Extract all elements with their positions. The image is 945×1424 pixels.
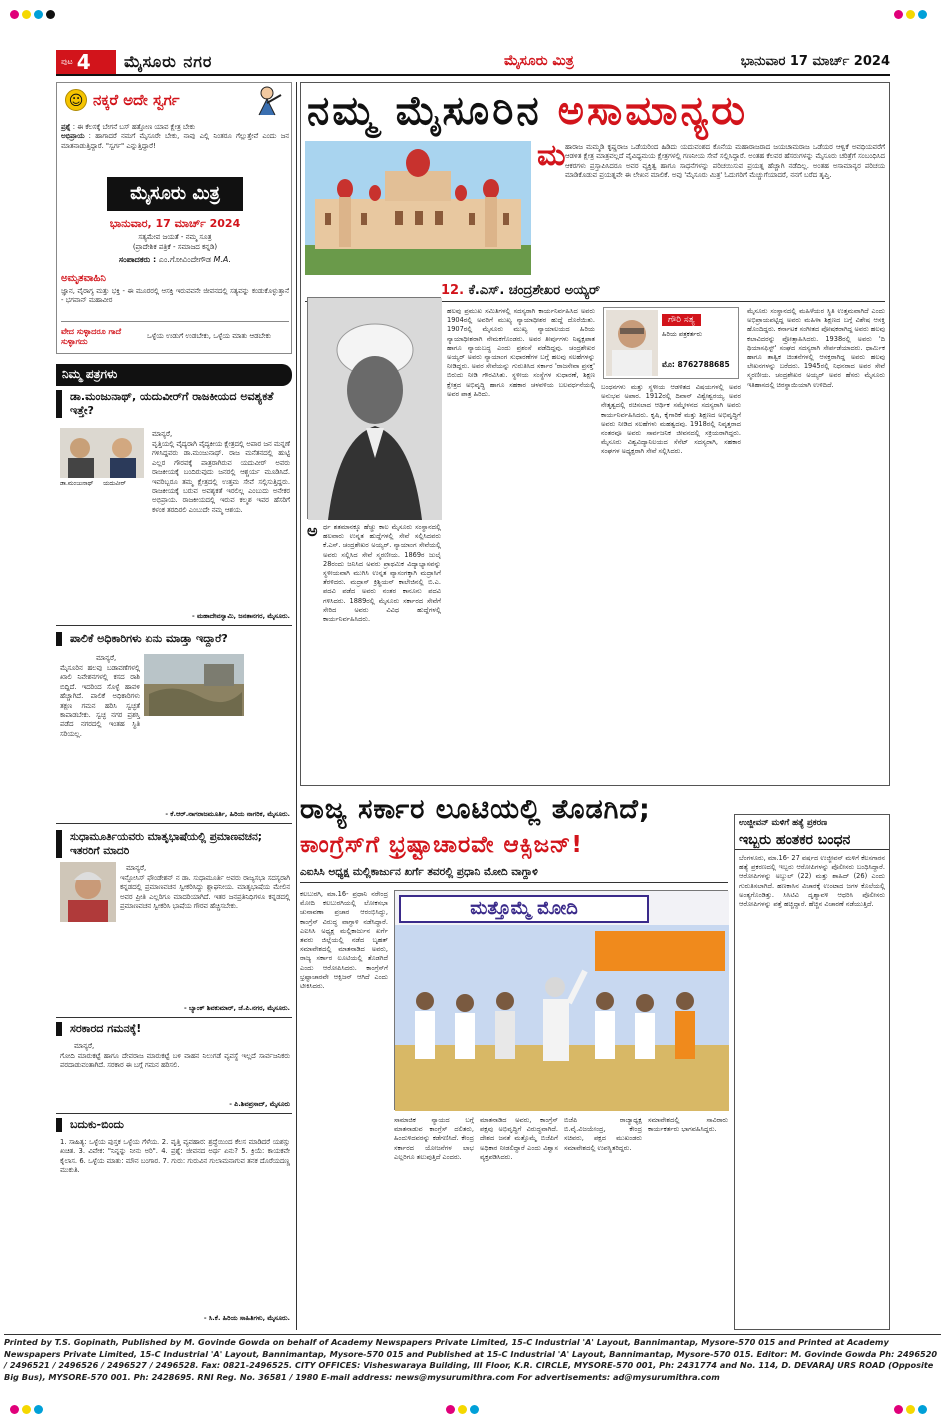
letter-photos — [60, 428, 144, 478]
editor-degree: M.A. — [213, 255, 232, 264]
editor-name: ಎಂ.ಗೋವಿಂದೇಗೌಡ — [158, 255, 211, 264]
letter-signature: - ಪಿ.ಶಿವಪ್ರಸಾದ್, ಮೈಸೂರು — [229, 1100, 290, 1108]
editor-label: ಸಂಪಾದಕರು : — [118, 255, 157, 264]
crime-headline: ಇಬ್ಬರು ಹಂತಕರ ಬಂಧನ — [735, 831, 889, 850]
letter-body-cont — [60, 722, 290, 806]
page-number: 4 — [76, 50, 91, 74]
politics-col-b2: ಮಾತನಾಡಿದ ಅವರು, ಕಾಂಗ್ರೆಸ್ ಪಕ್ಷವು ಅಭಿವೃದ್ಧಿಗೆ ವಿರುದ್ಧವಾಗಿದೆ. ದೇಶದ ಜನತೆ ಮತ್ತೊಮ್ಮೆ ಬಿಜೆಪಿಗೆ ಅಧಿಕಾರ ನೀಡಲಿದ್ದಾರೆ ಎಂದು ವಿಶ್ವಾಸ ವ್ಯಕ್ತಪಡಿಸಿದರು. — [480, 1116, 558, 1161]
author-photo — [606, 310, 658, 376]
letter-salutation: ಮಾನ್ಯರೆ, — [126, 864, 147, 872]
politics-headline-2: ಕಾಂಗ್ರೆಸ್‌ಗೆ ಭ್ರಷ್ಟಾಚಾರವೇ ಆಕ್ಸಿಜನ್! — [300, 832, 583, 858]
registration-mark-cyan — [470, 1405, 479, 1414]
letter-body: 1. ಸಾಹಿತ್ಯ: ಒಳ್ಳೆಯ ಪುಸ್ತಕ ಒಳ್ಳೆಯ ಗೆಳೆಯ. 2. ವೃತ್ತಿ ವ್ಯವಹಾರ: ಶ್ರದ್ಧೆಯಿಂದ ಕೆಲಸ ಮಾಡಿದರೆ ಯಶಸ್ಸು ಖಚಿತ. 3. ವಿವೇಕ: "ನಿನ್ನನ್ನು ನೀನು ಅರಿ". 4. ಪ್ರಶ್ನೆ: ಜೀವನದ ಅರ್ಥ ಏನು? 5. ಕ್ರಿಯೆ: ಕಾಯಕವೇ ಕೈಲಾಸ. 6. ಒಳ್ಳೆಯ ಮಾತು: ಮೌನ ಬಂಗಾರ. 7. ಗುರು: ಗುರುವಿನ ಗುಲಾಮನಾಗುವ ತನಕ ದೊರೆಯದಣ್ಣ ಮುಕುತಿ. — [60, 1138, 290, 1175]
politics-col-left: ಕಲಬುರಗಿ, ಮಾ.16- ಪ್ರಧಾನಿ ನರೇಂದ್ರ ಮೋದಿ ಕಲಬುರಗಿಯಲ್ಲಿ ಲೋಕಸಭಾ ಚುನಾವಣಾ ಪ್ರಚಾರ ಆರಂಭಿಸಿದ್ದು, ಕಾಂಗ್ರೆಸ್ ವಿರುದ್ಧ ವಾಗ್ದಾಳಿ ನಡೆಸಿದ್ದಾರೆ. ಎಐಸಿಸಿ ಅಧ್ಯಕ್ಷ ಮಲ್ಲಿಕಾರ್ಜುನ ಖರ್ಗೆ ತವರು ಜಿಲ್ಲೆಯಲ್ಲಿ ನಡೆದ ಬೃಹತ್ ಸಮಾವೇಶದಲ್ಲಿ ಮಾತನಾಡಿದ ಅವರು, ರಾಜ್ಯ ಸರ್ಕಾರ ಲೂಟಿಯಲ್ಲಿ ತೊಡಗಿದೆ ಎಂದು ಆರೋಪಿಸಿದರು. ಕಾಂಗ್ರೆಸ್‌ಗೆ ಭ್ರಷ್ಟಾಚಾರವೇ ಆಕ್ಸಿಜನ್ ಆಗಿದೆ ಎಂದು ಟೀಕಿಸಿದರು. — [300, 890, 388, 991]
letter-signature: - ಬ್ಯಾಂಕ್ ಶಿವಕುಮಾರ್, ಜೆ.ಪಿ.ನಗರ, ಮೈಸೂರು. — [184, 1004, 290, 1012]
letter-title: ಡಾ.ಮಂಜುನಾಥ್, ಯದುವೀರ್‌ಗೆ ರಾಜಕೀಯದ ಅವಶ್ಯಕತೆ ಇತ್ತೇ? — [56, 390, 292, 418]
letter-5 — [56, 1118, 292, 1330]
letter-title: ಸರಕಾರದ ಗಮನಕ್ಕೆ! — [56, 1022, 292, 1036]
registration-mark-magenta — [894, 10, 903, 19]
letter-4 — [56, 1022, 292, 1114]
humor-answer: ಹಾಗಾದರೆ ನಮಗೆ ಮೈಸೂರೇ ಬೇಕು, ನಾವು ಎಲ್ಲಿ ನಿಂತರೂ ಗೆಲ್ಲುತ್ತೇವೆ ಎಂದು ಜನ ಮಾತನಾಡುತ್ತಿದ್ದಾರೆ. "ಸ್ವರ್ಗ" ಎನ್ನುತ್ತಿದ್ದಾರೆ! — [61, 132, 289, 150]
column-divider — [296, 82, 297, 1330]
laughing-emoji-icon: ☺ — [65, 89, 87, 111]
page-label: ಪುಟ — [61, 57, 73, 66]
cartoon-figure-icon — [251, 85, 285, 117]
registration-mark-magenta — [894, 1405, 903, 1414]
edition-line-2: (ಪ್ರಾದೇಶಿಕ ಪತ್ರಿಕೆ - ಸಮಾಜದ ಕನ್ನಡಿ) — [132, 243, 218, 251]
letter-body: ಗೋದಿ ಮಾರುಕಟ್ಟೆ ಹಾಗೂ ದೇವರಾಜ ಮಾರುಕಟ್ಟೆ ಬಳಿ ವಾಹನ ನಿಲುಗಡೆ ವ್ಯವಸ್ಥೆ ಇಲ್ಲದೆ ಸಾರ್ವಜನಿಕರು ಪರದಾಡುವಂತಾಗಿದೆ. ಸರಕಾರ ಈ ಬಗ್ಗೆ ಗಮನ ಹರಿಸಲಿ. — [60, 1052, 290, 1070]
humor-question: ಈ ಕೆಲಸಕ್ಕೆ ಬೇಗನೆ ಬಸ್ ಹತ್ತೋಣ ಯಾವ ಕ್ಷೇತ್ರ ಬೇಕು — [77, 123, 195, 131]
amruta-text: ಜ್ಞಾನ, ವೈರಾಗ್ಯ ಮತ್ತು ಭಕ್ತಿ - ಈ ಮೂರರಲ್ಲಿ ಆಸಕ್ತಿ ಇರುವವನೇ ಜೀವನದಲ್ಲಿ ಸತ್ಯವನ್ನು ಕಂಡುಕೊಳ್ಳುತ್ತಾನೆ - ಭಗವಾನ್ ಮಹಾವೀರ — [61, 287, 289, 305]
feature-title-red: ಅಸಾಮಾನ್ಯರು — [557, 88, 749, 134]
humor-qa: ಪ್ರಶ್ನೆ : ಈ ಕೆಲಸಕ್ಕೆ ಬೇಗನೆ ಬಸ್ ಹತ್ತೋಣ ಯಾವ ಕ್ಷೇತ್ರ ಬೇಕು ಅಭಿಪ್ರಾಯ : ಹಾಗಾದರೆ ನಮಗೆ ಮೈಸೂರೇ ಬೇಕು, ನಾವು ಎಲ್ಲಿ ನಿಂತರೂ ಗೆಲ್ಲುತ್ತೇವೆ ಎಂದು ಜನ ಮಾತನಾಡುತ್ತಿದ್ದಾರೆ. "ಸ್ವರ್ಗ" ಎನ್ನುತ್ತಿದ್ದಾರೆ! — [61, 123, 289, 150]
letter-1 — [56, 390, 292, 626]
letter-body: ಮೈಸೂರಿನ ಹಲವು ಬಡಾವಣೆಗಳಲ್ಲಿ ಖಾಲಿ ನಿವೇಶನಗಳಲ್ಲಿ ಕಸದ ರಾಶಿ ಬಿದ್ದಿದೆ. ಇದರಿಂದ ಸೊಳ್ಳೆ ಹಾವಳಿ ಹೆಚ್ಚಾಗಿದೆ. ಪಾಲಿಕೆ ಅಧಿಕಾರಿಗಳು ತಕ್ಷಣ ಗಮನ ಹರಿಸಿ ಸ್ವಚ್ಛತೆ ಕಾಪಾಡಬೇಕು. ಸ್ವಚ್ಛ ನಗರ ಪ್ರಶಸ್ತಿ ಪಡೆದ ನಗರದಲ್ಲಿ ಇಂತಹ ಸ್ಥಿತಿ ಸರಿಯಲ್ಲ. — [60, 664, 140, 738]
letter-title: ಪಾಲಿಕೆ ಅಧಿಕಾರಿಗಳು ಏನು ಮಾಡ್ತಾ ಇದ್ದಾರೆ? — [56, 632, 292, 646]
imprint-text: Printed by T.S. Gopinath, Published by M. Govinde Gowda on behalf of Academy Newspapers Private Limited, 15-C Industrial 'A' Layout, Bannimantap, Mysore-570 015 and Printed at Academy Newspapers Private Limited, 15-C Industrial 'A' Layout, Bannimantap, Mysore-570 015 and Published at 15-C Industrial 'A' Layout, Bannimantap, Mysore-570 015. Editor: M. Govinde Gowda Ph: 2496520 / 2496521 / 2496526 / 2496527 / 2496528. Fax: 0821-2496525. CITY OFFICES: Visheswaraya Building, III Floor, K.R. CIRCLE, MYSORE-570 001, Ph: 2431774 and No. 114, D. DEVARAJ URS ROAD (Opposite Big Bus), MYSORE-570 001. Ph: 2428695. RNI Reg. No. 36581 / 1980 E-mail address: news@mysurumithra.com For advertisements: ad@mysurumithra.com — [4, 1337, 938, 1382]
letter-signature: - ಕೆ.ಆರ್.ನಾಗರಾಜಮೂರ್ತಿ, ಹಿರಿಯ ನಾಗರಿಕ, ಮೈಸೂರು. — [165, 810, 290, 818]
modi-banner-text: ಮತ್ತೊಮ್ಮೆ ಮೋದಿ — [470, 898, 578, 919]
section-name: ಮೈಸೂರು ನಗರ — [124, 52, 213, 71]
registration-mark-cyan — [34, 1405, 43, 1414]
registration-mark-yellow — [22, 1405, 31, 1414]
politics-col-b1: ಸಾಮಾಜಿಕ ನ್ಯಾಯದ ಬಗ್ಗೆ ಮಾತನಾಡುವ ಕಾಂಗ್ರೆಸ್ ದಲಿತರು, ಹಿಂದುಳಿದವರನ್ನು ಕಡೆಗಣಿಸಿದೆ. ಕೇಂದ್ರ ಸರ್ಕಾರದ ಯೋಜನೆಗಳ ಲಾಭ ಎಲ್ಲರಿಗೂ ತಲುಪುತ್ತಿದೆ ಎಂದರು. — [394, 1116, 474, 1161]
feature-col-2: ಹಲವು ಪ್ರಮುಖ ಸಮಿತಿಗಳಲ್ಲಿ ಸದಸ್ಯರಾಗಿ ಕಾರ್ಯನಿರ್ವಹಿಸಿದ ಅವರು 1904ರಲ್ಲಿ ಅವರಿಗೆ ಮುಖ್ಯ ನ್ಯಾಯಾಧೀಶರ ಹುದ್ದೆ ದೊರೆಯಿತು. 1907ರಲ್ಲಿ ಮೈಸೂರು ಮುಖ್ಯ ನ್ಯಾಯಾಲಯದ ಹಿರಿಯ ನ್ಯಾಯಾಧೀಶರಾಗಿ ನೇಮಕಗೊಂಡರು. ಅವರ ತೀರ್ಪುಗಳು ನಿಷ್ಪಕ್ಷಪಾತ ಹಾಗೂ ನ್ಯಾಯಬದ್ಧ ಎಂದು ಪ್ರಶಂಸೆ ಪಡೆದಿದ್ದವು. ಚಂದ್ರಶೇಖರ ಅಯ್ಯರ್ ಅವರು ನ್ಯಾಯಾಂಗ ಸುಧಾರಣೆಗಳ ಬಗ್ಗೆ ಹಲವು ಸಲಹೆಗಳನ್ನು ನೀಡಿದ್ದರು. ಅವರ ಸೇವೆಯನ್ನು ಗುರುತಿಸಿದ ಸರ್ಕಾರ 'ರಾಜಸೇವಾ ಪ್ರಸಕ್ತ' ಬಿರುದು ನೀಡಿ ಗೌರವಿಸಿತು. ಸ್ಥಳೀಯ ಸಂಸ್ಥೆಗಳ ಸುಧಾರಣೆ, ಶಿಕ್ಷಣ ಕ್ಷೇತ್ರದ ಅಭಿವೃದ್ಧಿ ಹಾಗೂ ಸಹಕಾರ ಚಳವಳಿಯ ಬಲವರ್ಧನೆಯಲ್ಲಿ ಅವರ ಪಾತ್ರ ಹಿರಿದು. — [447, 307, 595, 398]
feature-title — [307, 85, 887, 137]
issue-date: ಭಾನುವಾರ 17 ಮಾರ್ಚ್ 2024 — [740, 54, 890, 69]
editor-line — [57, 255, 293, 265]
veda-right: ಒಳ್ಳೆಯ ಉಡುಗೆ ಉಡಬೇಕು, ಒಳ್ಳೆಯ ಮಾತು ಆಡಬೇಕು — [147, 332, 272, 340]
author-role: ಹಿರಿಯ ಪತ್ರಕರ್ತರು — [662, 330, 703, 338]
politics-col-b3: ಬಿಜೆಪಿ ರಾಜ್ಯಾಧ್ಯಕ್ಷ ಬಿ.ವೈ.ವಿಜಯೇಂದ್ರ, ಕೇಂದ್ರ ಸಚಿವರು, ಪಕ್ಷದ ಮುಖಂಡರು ಸಮಾವೇಶದಲ್ಲಿ ಉಪಸ್ಥಿತರಿದ್ದರು. — [564, 1116, 642, 1152]
feature-col-1: ರ್ಧ ಶತಮಾನಕ್ಕೂ ಹೆಚ್ಚು ಕಾಲ ಮೈಸೂರು ಸಂಸ್ಥಾನದಲ್ಲಿ ಹಲವಾರು ಉನ್ನತ ಹುದ್ದೆಗಳಲ್ಲಿ ಸೇವೆ ಸಲ್ಲಿಸಿದವರು ಕೆ.ಎಸ್. ಚಂದ್ರಶೇಖರ ಅಯ್ಯರ್. ನ್ಯಾಯಾಂಗ ಸೇವೆಯಲ್ಲಿ ಅವರು ಸಲ್ಲಿಸಿದ ಸೇವೆ ಸ್ಮರಣೀಯ. 1869ರ ಜುಲೈ 28ರಂದು ಜನಿಸಿದ ಅವರು ಪ್ರಾಥಮಿಕ ವಿದ್ಯಾಭ್ಯಾಸವನ್ನು ಸ್ಥಳೀಯವಾಗಿ ಮುಗಿಸಿ ಉನ್ನತ ವ್ಯಾಸಂಗಕ್ಕಾಗಿ ಮದ್ರಾಸಿಗೆ ತೆರಳಿದರು. ಮದ್ರಾಸ್ ಕ್ರಿಶ್ಚಿಯನ್ ಕಾಲೇಜಿನಲ್ಲಿ ಬಿ.ಎ. ಪದವಿ ಪಡೆದ ಅವರು ನಂತರ ಕಾನೂನು ಪದವಿ ಗಳಿಸಿದರು. 1889ರಲ್ಲಿ ಮೈಸೂರು ಸರ್ಕಾರದ ಸೇವೆಗೆ ಸೇರಿದ ಅವರು ವಿವಿಧ ಹುದ್ದೆಗಳಲ್ಲಿ ಕಾರ್ಯನಿರ್ವಹಿಸಿದರು. — [323, 523, 441, 624]
letter-photo-caption: ಡಾ.ಮಂಜುನಾಥ್ ಯದುವೀರ್ — [60, 480, 126, 487]
registration-mark-black — [46, 10, 55, 19]
edition-line-1: ಸತ್ಯಮೇವ ಜಯತೆ - ನಮ್ಮ ಸೂತ್ರ — [138, 233, 212, 241]
humor-box — [56, 82, 292, 354]
letter-salutation: ಮಾನ್ಯರೆ, — [152, 430, 173, 438]
crime-article — [734, 814, 890, 1330]
letter-salutation: ಮಾನ್ಯರೆ, — [96, 654, 117, 662]
feature-col-3: ಬಂಧನಗಳು ಮತ್ತು ಸ್ಥಳೀಯ ಆಡಳಿತದ ವಿಷಯಗಳಲ್ಲಿ ಅವರ ಅನುಭವ ಅಪಾರ. 1912ರಲ್ಲಿ ದಿವಾನ್ ವಿಶ್ವೇಶ್ವರಯ್ಯ ಅವರ ನೇತೃತ್ವದಲ್ಲಿ ರಚಿಸಲಾದ ಆರ್ಥಿಕ ಸಮ್ಮೇಳನದ ಸದಸ್ಯರಾಗಿ ಅವರು ಕಾರ್ಯನಿರ್ವಹಿಸಿದರು. ಕೃಷಿ, ಕೈಗಾರಿಕೆ ಮತ್ತು ಶಿಕ್ಷಣದ ಅಭಿವೃದ್ಧಿಗೆ ಅವರು ನೀಡಿದ ಸಲಹೆಗಳು ಮಹತ್ವದವು. 1918ರಲ್ಲಿ ನಿವೃತ್ತರಾದ ನಂತರವೂ ಅವರು ಸಾರ್ವಜನಿಕ ಜೀವನದಲ್ಲಿ ಸಕ್ರಿಯರಾಗಿದ್ದರು. ಮೈಸೂರು ವಿಶ್ವವಿದ್ಯಾನಿಲಯದ ಸೆನೆಟ್ ಸದಸ್ಯರಾಗಿ, ಸಹಕಾರ ಸಂಘಗಳ ಅಧ್ಯಕ್ಷರಾಗಿ ಸೇವೆ ಸಲ್ಲಿಸಿದರು. — [601, 383, 741, 456]
feature-title-black: ನಮ್ಮ ಮೈಸೂರಿನ — [307, 88, 542, 134]
registration-mark-yellow — [22, 10, 31, 19]
feature-subhead — [441, 283, 600, 298]
registration-mark-magenta — [446, 1405, 455, 1414]
author-name: ಗೌರಿ ಸತ್ಯ — [662, 314, 701, 326]
crime-body: ಬೆಂಗಳೂರು, ಮಾ.16- 27 ವರ್ಷದ ಉಜ್ಜೀವನ್ ಮಳಿಗೆ ಕೆಲಸಗಾರನ ಹತ್ಯೆ ಪ್ರಕರಣದಲ್ಲಿ ಇಬ್ಬರು ಆರೋಪಿಗಳನ್ನು ಪೊಲೀಸರು ಬಂಧಿಸಿದ್ದಾರೆ. ಆರೋಪಿಗಳನ್ನು ಅಬ್ದುಲ್ (22) ಮತ್ತು ಶಾಹಿದ್ (26) ಎಂದು ಗುರುತಿಸಲಾಗಿದೆ. ಹಣಕಾಸಿನ ವಿಚಾರಕ್ಕೆ ಉಂಟಾದ ಜಗಳ ಕೊಲೆಯಲ್ಲಿ ಅಂತ್ಯಗೊಂಡಿತ್ತು. ಸಿಸಿಟಿವಿ ದೃಶ್ಯಾವಳಿ ಆಧರಿಸಿ ಪೊಲೀಸರು ಆರೋಪಿಗಳನ್ನು ಪತ್ತೆ ಹಚ್ಚಿದ್ದಾರೆ. ಹೆಚ್ಚಿನ ವಿಚಾರಣೆ ನಡೆಯುತ್ತಿದೆ. — [739, 854, 886, 909]
registration-mark-cyan — [34, 10, 43, 19]
letter-signature: - ಸಿ.ಕೆ. ಹಿರಿಯ ಸಾಹಿತಿಗಳು, ಮೈಸೂರು. — [203, 1314, 290, 1322]
humor-title: ನಕ್ಕರೆ ಅದೇ ಸ್ವರ್ಗ — [93, 91, 180, 109]
veda-box — [61, 321, 289, 351]
mysore-palace-photo — [305, 141, 531, 275]
edition-date: ಭಾನುವಾರ, 17 ಮಾರ್ಚ್ 2024 — [109, 217, 241, 230]
letter-body-cont — [60, 490, 290, 600]
politics-col-b4: ಸಮಾವೇಶದಲ್ಲಿ ಸಾವಿರಾರು ಕಾರ್ಯಕರ್ತರು ಭಾಗವಹಿಸಿದ್ದರು. — [648, 1116, 728, 1134]
subhead-text: ಕೆ.ಎಸ್. ಚಂದ್ರಶೇಖರ ಅಯ್ಯರ್ — [468, 283, 601, 298]
veda-left: ವೇದ ಸುಳ್ಳಾದರೂ ಗಾದೆ ಸುಳ್ಳಾಗದು — [61, 326, 122, 346]
feature-article — [300, 82, 890, 786]
registration-mark-yellow — [458, 1405, 467, 1414]
author-phone: ಮೊ: 8762788685 — [662, 360, 730, 369]
body-dropcap: ಅ — [307, 521, 318, 540]
ks-chandrashekara-iyer-portrait — [307, 297, 441, 519]
page-number-badge — [56, 50, 116, 74]
modi-banner — [399, 895, 649, 923]
paper-logo-text: ಮೈಸೂರು ಮಿತ್ರ — [130, 183, 220, 204]
paper-name: ಮೈಸೂರು ಮಿತ್ರ — [504, 53, 574, 69]
letter-2 — [56, 632, 292, 824]
footer-imprint — [4, 1334, 941, 1396]
letters-banner — [56, 364, 292, 386]
registration-mark-cyan — [918, 1405, 927, 1414]
letter-body: ವೃತ್ತಿಯಲ್ಲಿ ವೈದ್ಯರಾಗಿ ವೈದ್ಯಕೀಯ ಕ್ಷೇತ್ರದಲ್ಲಿ ಅಪಾರ ಜನ ಮನ್ನಣೆ ಗಳಿಸಿದ್ದವರು ಡಾ.ಮಂಜುನಾಥ್. ರಾಜ ಮನೆತನದಲ್ಲಿ ಹುಟ್ಟಿ ಎಲ್ಲರ ಗೌರವಕ್ಕೆ ಪಾತ್ರರಾಗಿರುವ ಯದುವೀರ್ ಅವರು ರಾಜಕೀಯಕ್ಕೆ ಬಂದಿರುವುದು ಜನರಲ್ಲಿ ಆಶ್ಚರ್ಯ ಮೂಡಿಸಿದೆ. ಇವರಿಬ್ಬರೂ ತಮ್ಮ ಕ್ಷೇತ್ರದಲ್ಲಿ ಉತ್ತಮ ಸೇವೆ ಸಲ್ಲಿಸುತ್ತಿದ್ದರು. ರಾಜಕೀಯಕ್ಕೆ ಬರುವ ಅವಶ್ಯಕತೆ ಇರಲಿಲ್ಲ ಎಂಬುದು ಅನೇಕರ ಅಭಿಪ್ರಾಯ. ರಾಜಕೀಯದಲ್ಲಿ ಇರುವ ಕಲ್ಮಶ ಇವರ ಹೆಸರಿಗೆ ಕಳಂಕ ತರದಿರಲಿ ಎಂಬುದೇ ನಮ್ಮ ಆಶಯ. — [152, 440, 290, 514]
politics-headline-1: ರಾಜ್ಯ ಸರ್ಕಾರ ಲೂಟಿಯಲ್ಲಿ ತೊಡಗಿದೆ; — [300, 794, 651, 825]
crime-kicker: ಉಜ್ಜೀವನ್ ಮಳಿಗೆ ಹತ್ಯೆ ಪ್ರಕರಣ — [739, 818, 828, 828]
feature-intro: ಹಾರಾಜ ಮಮ್ಮಡಿ ಕೃಷ್ಣರಾಜ ಒಡೆಯರಿಂದ ಹಿಡಿದು ಯದುವಂಶದ ಕೊನೆಯ ಮಹಾರಾಜರಾದ ಜಯಚಾಮರಾಜ ಒಡೆಯರ ಆಳ್ವಿಕೆ ಅವಧಿಯವರೆಗೆ ಆಡಳಿತ ಕ್ಷೇತ್ರ ಮಾತ್ರವಲ್ಲದೆ ವೈವಿಧ್ಯಮಯ ಕ್ಷೇತ್ರಗಳಲ್ಲಿ ಗಣನೀಯ ಸೇವೆ ಸಲ್ಲಿಸಿದ್ದಾರೆ. ಅಂತಹ ಕೆಲವರ ಹೆಸರುಗಳನ್ನು ಮೈಸೂರು ಚರಿತ್ರೆಗೆ ಸಂಬಂಧಿಸಿದ ಆಕರಗಳು ಪ್ರಸ್ತಾಪಿಸಿದರೂ ಅವರ ವ್ಯಕ್ತಿತ್ವ ಹಾಗೂ ಸಾಧನೆಗಳನ್ನು ಪರಿಚಯಿಸುವ ಪ್ರಯತ್ನ ಹೆಚ್ಚಾಗಿ ನಡೆದಿಲ್ಲ. ಅಂತಹ ಅಸಾಮಾನ್ಯರ ಪರಿಚಯ ಮಾಡಿಕೊಡುವ ಪ್ರಯತ್ನವೇ ಈ ಲೇಖನ ಮಾಲಿಕೆ. ಅವು 'ಮೈಸೂರು ಮಿತ್ರ' ಓದುಗರಿಗೆ ಮೆಚ್ಚುಗೆಯಾದರೆ, ನನಗೆ ಬರೆದ ತೃಪ್ತಿ. — [565, 143, 885, 180]
letter-title: ಬದುಕು-ಬಿಂದು — [56, 1118, 292, 1132]
politics-col-left-cont — [300, 1206, 388, 1328]
feature-dropcap: ಮ — [537, 138, 566, 173]
registration-mark-cyan — [918, 10, 927, 19]
letters-banner-text: ನಿಮ್ಮ ಪತ್ರಗಳು — [62, 367, 118, 381]
left-column — [56, 82, 292, 1330]
humor-answer-label: ಅಭಿಪ್ರಾಯ — [61, 132, 85, 141]
modi-rally-photo — [394, 890, 728, 1110]
author-box — [603, 307, 739, 379]
letter-salutation: ಮಾನ್ಯರೆ, — [74, 1042, 95, 1050]
subhead-number: 12. — [441, 283, 465, 298]
registration-mark-magenta — [10, 10, 19, 19]
garbage-site-photo — [144, 654, 244, 716]
humor-question-label: ಪ್ರಶ್ನೆ — [61, 123, 71, 131]
letter-body: ಇನ್ಫೋಸಿಸ್ ಫೌಂಡೇಶನ್ ನ ಡಾ. ಸುಧಾಮೂರ್ತಿ ಅವರು ರಾಜ್ಯಸಭಾ ಸದಸ್ಯರಾಗಿ ಕನ್ನಡದಲ್ಲಿ ಪ್ರಮಾಣವಚನ ಸ್ವೀಕರಿಸಿದ್ದು ಶ್ಲಾಘನೀಯ. ಮಾತೃಭಾಷೆಯ ಮೇಲಿನ ಅವರ ಪ್ರೀತಿ ಎಲ್ಲರಿಗೂ ಮಾದರಿಯಾಗಿದೆ. ಇತರ ಜನಪ್ರತಿನಿಧಿಗಳೂ ಕನ್ನಡದಲ್ಲಿ ಪ್ರಮಾಣವಚನ ಸ್ವೀಕರಿಸಿ ಭಾಷೆಯ ಗೌರವ ಹೆಚ್ಚಿಸಬೇಕು. — [120, 874, 290, 911]
amruta-title: ಅಮೃತವಾಹಿನಿ — [61, 273, 106, 284]
politics-article — [300, 792, 728, 1330]
sudha-murthy-photo — [60, 862, 116, 922]
registration-mark-yellow — [906, 1405, 915, 1414]
politics-subhead: ಎಐಸಿಸಿ ಅಧ್ಯಕ್ಷ ಮಲ್ಲಿಕಾರ್ಜುನ ಖರ್ಗೆ ತವರಲ್ಲಿ ಪ್ರಧಾನಿ ಮೋದಿ ವಾಗ್ದಾಳಿ — [300, 866, 728, 883]
letter-title: ಸುಧಾಮೂರ್ತಿಯವರು ಮಾತೃಭಾಷೆಯಲ್ಲಿ ಪ್ರಮಾಣವಚನ; ಇತರರಿಗೆ ಮಾದರಿ — [56, 830, 292, 858]
letter-3 — [56, 830, 292, 1018]
registration-mark-magenta — [10, 1405, 19, 1414]
letter-signature: - ಮಹಾದೇವಸ್ವಾಮಿ, ಜನತಾನಗರ, ಮೈಸೂರು. — [191, 612, 290, 620]
feature-col-4: ಮೈಸೂರು ಸಂಸ್ಥಾನದಲ್ಲಿ ಮಹಿಳೆಯರ ಸ್ಥಿತಿ ಉತ್ತಮವಾಗಿದೆ ಎಂದು ಅಭಿಪ್ರಾಯಪಟ್ಟಿದ್ದ ಅವರು ಮಹಿಳಾ ಶಿಕ್ಷಣದ ಬಗ್ಗೆ ವಿಶೇಷ ಆಸಕ್ತಿ ಹೊಂದಿದ್ದರು. ಕರ್ನಾಟಕ ಸಂಗೀತದ ಪೋಷಕರಾಗಿದ್ದ ಅವರು ಹಲವು ಕಲಾವಿದರನ್ನು ಪ್ರೋತ್ಸಾಹಿಸಿದರು. 1938ರಲ್ಲಿ ಅವರು 'ದಿ ಥಿಯಾಸಫಿಸ್ಟ್' ಸಂಘದ ಸದಸ್ಯರಾಗಿ ಸೇರ್ಪಡೆಯಾದರು. ಧಾರ್ಮಿಕ ಹಾಗೂ ತಾತ್ವಿಕ ಚಿಂತನೆಗಳಲ್ಲಿ ಆಸಕ್ತರಾಗಿದ್ದ ಅವರು ಹಲವು ಲೇಖನಗಳನ್ನು ಬರೆದರು. 1945ರಲ್ಲಿ ನಿಧನರಾದ ಅವರ ಸೇವೆ ಸ್ಮರಣೀಯ. ಚಂದ್ರಶೇಖರ ಅಯ್ಯರ್ ಅವರ ಹೆಸರು ಮೈಸೂರು ಇತಿಹಾಸದಲ್ಲಿ ಚಿರಸ್ಥಾಯಿಯಾಗಿ ಉಳಿದಿದೆ. — [747, 307, 885, 389]
paper-logo — [107, 177, 243, 211]
page-header — [56, 50, 890, 76]
registration-mark-yellow — [906, 10, 915, 19]
